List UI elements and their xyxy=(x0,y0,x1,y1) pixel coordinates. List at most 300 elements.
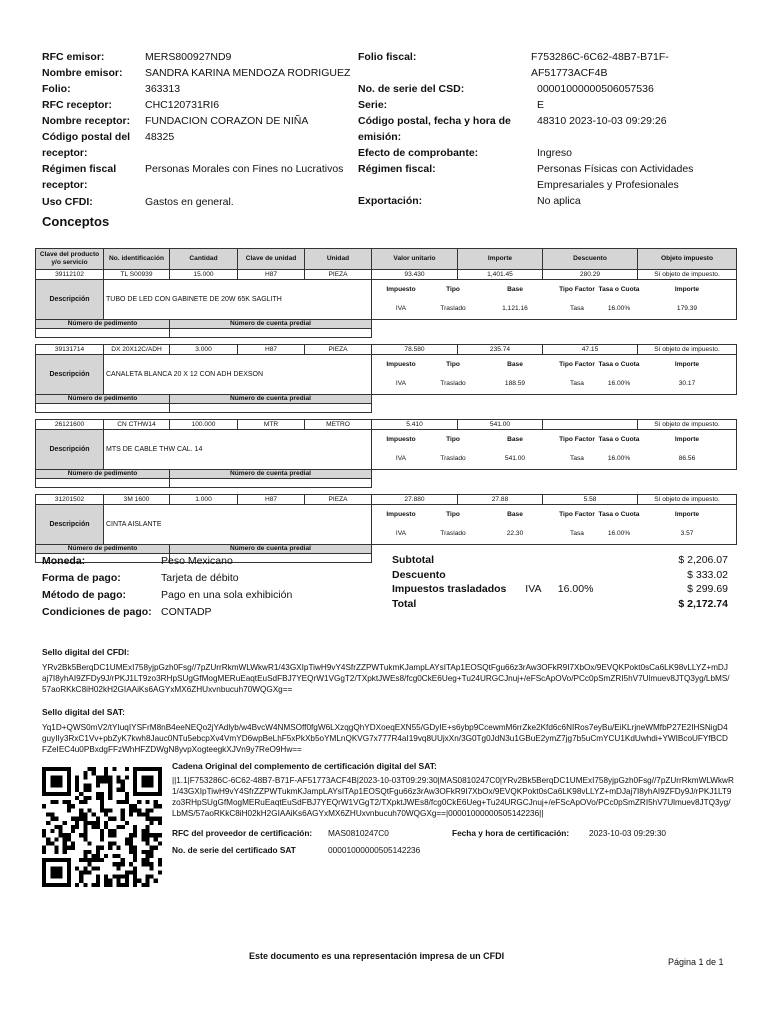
qr-module xyxy=(104,813,108,817)
tax-header-impuesto: Impuesto xyxy=(386,361,416,369)
exportacion-row xyxy=(358,193,738,209)
qr-module xyxy=(63,800,67,804)
qr-module xyxy=(133,883,137,887)
tax-tipo-factor: Tasa xyxy=(570,530,584,538)
qr-module xyxy=(75,817,79,821)
qr-module xyxy=(133,804,137,808)
description-label: Descripción xyxy=(36,355,104,395)
empty-cell xyxy=(372,470,737,479)
qr-module xyxy=(67,879,71,883)
qr-module xyxy=(125,883,129,887)
qr-module xyxy=(63,850,67,854)
cuenta-predial-label: Número de cuenta predial xyxy=(170,470,372,479)
qr-module xyxy=(133,767,137,771)
description-label: Descripción xyxy=(36,430,104,470)
column-header: Unidad xyxy=(305,249,372,270)
qr-module xyxy=(116,800,120,804)
item-cantidad: 3.000 xyxy=(170,345,238,355)
qr-module xyxy=(121,788,125,792)
qr-module xyxy=(116,879,120,883)
qr-module xyxy=(141,813,145,817)
qr-module xyxy=(67,846,71,850)
qr-module xyxy=(125,875,129,879)
qr-module xyxy=(133,779,137,783)
conceptos-title: Conceptos xyxy=(42,214,110,229)
qr-module xyxy=(141,833,145,837)
qr-module xyxy=(100,858,104,862)
qr-module xyxy=(150,854,154,858)
cadena-text: ||1.1|F753286C-6C62-48B7-B71F-AF51773ACF4B|2023-10-03T09:29:30|MAS0810247C0|YRv2Bk5BerqDC1UMExI758yjpGzh0Fsg//7pZUrrRkmWLWkwR1/43GXIpTiwH9vY4SfrZZPWTukmKJampLAYsITAp1EOSQtFgu66z3rAw3OFkR9I7XbOx/9EVQKPokt0sCa6LK98vLLYZ+mDJaj7I8yhAI9ZFDy9J/rPKJ1LT9zo3RHpSUgGfMogMERuEaqtEuSdFBJ7YEQrW1VGgT2/TXpktJWEs8/fcg0CkE6Ueg+Tu24URGCJnuj+/eFScApOVo/PCc0pSmZRI5hV7Ulmuev8JTQ3yg/LbMS/57aoRKkC8iH02kH2GIAAiKs6AGYxMX6ZHUxvnbucuh70WQGXg==|00001000000505142236|| xyxy=(172,776,734,818)
qr-module xyxy=(75,796,79,800)
qr-module xyxy=(116,788,120,792)
tax-impuesto: IVA xyxy=(395,455,407,463)
qr-module xyxy=(133,854,137,858)
qr-module xyxy=(79,817,83,821)
qr-module xyxy=(145,879,149,883)
qr-module xyxy=(46,767,50,771)
efecto-row xyxy=(358,145,738,161)
qr-module xyxy=(116,779,120,783)
qr-module xyxy=(96,792,100,796)
qr-module xyxy=(145,854,149,858)
qr-module xyxy=(158,788,162,792)
tax-tasa-cuota: 16.00% xyxy=(607,455,631,463)
qr-module xyxy=(54,870,58,874)
item-tax-grid xyxy=(372,506,736,544)
qr-module xyxy=(83,854,87,858)
qr-module xyxy=(59,775,63,779)
item-valor-unitario: 27.880 xyxy=(372,495,458,505)
tax-importe: 86.56 xyxy=(678,455,696,463)
qr-module xyxy=(96,846,100,850)
qr-module xyxy=(150,866,154,870)
qr-module xyxy=(121,858,125,862)
condiciones-pago-row xyxy=(42,604,342,621)
qr-module xyxy=(150,862,154,866)
qr-module xyxy=(125,841,129,845)
item-importe: 235.74 xyxy=(458,345,543,355)
qr-module xyxy=(88,788,92,792)
qr-module xyxy=(79,879,83,883)
tax-header-base: Base xyxy=(507,361,523,369)
qr-module xyxy=(158,775,162,779)
qr-module xyxy=(96,779,100,783)
qr-module xyxy=(83,850,87,854)
qr-module xyxy=(96,821,100,825)
qr-module xyxy=(88,870,92,874)
qr-module xyxy=(121,808,125,812)
qr-module xyxy=(145,883,149,887)
tax-header-importe: Importe xyxy=(674,361,700,369)
item-tax-cell xyxy=(372,280,737,320)
field-label: Código postal, fecha y hora de emisión: xyxy=(358,115,511,143)
qr-module xyxy=(145,841,149,845)
qr-module xyxy=(145,792,149,796)
qr-module xyxy=(100,796,104,800)
qr-module xyxy=(141,862,145,866)
qr-module xyxy=(145,850,149,854)
qr-module xyxy=(121,817,125,821)
qr-module xyxy=(158,771,162,775)
qr-module xyxy=(133,775,137,779)
item-valor-unitario: 5.410 xyxy=(372,420,458,430)
field-label: Régimen fiscal receptor: xyxy=(42,163,117,191)
pedimento-label: Número de pedimento xyxy=(36,395,170,404)
impuestos-label: Impuestos trasladados xyxy=(392,583,507,595)
qr-module xyxy=(108,788,112,792)
qr-module xyxy=(158,841,162,845)
qr-module xyxy=(67,858,71,862)
footer-text: Este documento es una representación impresa de un CFDI xyxy=(249,951,505,961)
pedimento-label: Número de pedimento xyxy=(36,470,170,479)
field-label: Régimen fiscal: xyxy=(358,163,436,175)
item-values-row xyxy=(36,420,737,430)
field-label: Exportación: xyxy=(358,195,423,207)
item-tax-cell xyxy=(372,355,737,395)
qr-module xyxy=(42,862,46,866)
totals-block xyxy=(392,553,728,611)
qr-module xyxy=(59,792,63,796)
tax-header-tipo: Tipo xyxy=(446,286,460,294)
qr-module xyxy=(50,767,54,771)
qr-module xyxy=(121,825,125,829)
qr-module xyxy=(92,813,96,817)
tax-header-tasa-cuota: Tasa o Cuota xyxy=(598,511,640,519)
qr-module xyxy=(88,841,92,845)
qr-module xyxy=(83,771,87,775)
qr-module xyxy=(133,825,137,829)
item-clave: 31201502 xyxy=(36,495,104,505)
qr-module xyxy=(54,775,58,779)
qr-module xyxy=(59,825,63,829)
qr-module xyxy=(50,813,54,817)
qr-module xyxy=(129,841,133,845)
cuenta-predial-value xyxy=(170,479,372,488)
item-description-row xyxy=(36,505,737,545)
qr-module xyxy=(54,817,58,821)
qr-module xyxy=(50,817,54,821)
qr-module xyxy=(71,829,75,833)
qr-module xyxy=(158,779,162,783)
qr-module xyxy=(96,875,100,879)
item-objeto: Sí objeto de impuesto. xyxy=(638,345,737,355)
qr-module xyxy=(100,837,104,841)
item-tax-cell xyxy=(372,430,737,470)
tax-header-tasa-cuota: Tasa o Cuota xyxy=(598,436,640,444)
impuestos-tipo: IVA xyxy=(525,583,541,595)
qr-module xyxy=(108,883,112,887)
qr-module xyxy=(133,870,137,874)
qr-module xyxy=(67,800,71,804)
qr-code-image xyxy=(42,767,162,887)
cuenta-predial-label: Número de cuenta predial xyxy=(170,395,372,404)
pedimento-value xyxy=(36,329,170,338)
qr-module xyxy=(158,870,162,874)
qr-module xyxy=(67,862,71,866)
qr-module xyxy=(63,858,67,862)
qr-module xyxy=(150,821,154,825)
item-importe: 1,401.45 xyxy=(458,270,543,280)
qr-module xyxy=(121,862,125,866)
qr-module xyxy=(67,875,71,879)
qr-module xyxy=(100,779,104,783)
qr-module xyxy=(71,804,75,808)
cuenta-predial-label: Número de cuenta predial xyxy=(170,545,372,554)
qr-module xyxy=(67,771,71,775)
field-value: 363313 xyxy=(145,83,181,95)
qr-module xyxy=(46,837,50,841)
qr-module xyxy=(54,800,58,804)
qr-module xyxy=(108,808,112,812)
qr-module xyxy=(133,879,137,883)
qr-module xyxy=(108,784,112,788)
qr-module xyxy=(79,792,83,796)
item-unidad: PIEZA xyxy=(305,495,372,505)
qr-module xyxy=(92,854,96,858)
qr-module xyxy=(150,875,154,879)
qr-module xyxy=(92,821,96,825)
certificacion-block xyxy=(172,825,732,859)
qr-module xyxy=(83,837,87,841)
qr-module xyxy=(50,870,54,874)
tax-header-base: Base xyxy=(507,436,523,444)
field-value: 2023-10-03 09:29:30 xyxy=(589,828,667,838)
item-importe: 541.00 xyxy=(458,420,543,430)
field-value: CONTADP xyxy=(161,606,212,618)
qr-module xyxy=(104,767,108,771)
pedimento-label: Número de pedimento xyxy=(36,320,170,329)
serie-row xyxy=(358,97,738,113)
qr-module xyxy=(59,833,63,837)
qr-module xyxy=(154,792,158,796)
qr-module xyxy=(88,858,92,862)
qr-module xyxy=(145,784,149,788)
qr-module xyxy=(112,841,116,845)
tax-tipo: Traslado xyxy=(440,305,466,313)
tax-importe: 179.39 xyxy=(676,305,698,313)
qr-module xyxy=(112,829,116,833)
qr-module xyxy=(150,846,154,850)
qr-module xyxy=(100,800,104,804)
item-no-id: TL S00939 xyxy=(104,270,170,280)
qr-module xyxy=(63,792,67,796)
qr-module xyxy=(54,866,58,870)
tax-tipo: Traslado xyxy=(440,455,466,463)
qr-module xyxy=(59,779,63,783)
qr-module xyxy=(158,858,162,862)
qr-module xyxy=(116,775,120,779)
qr-module xyxy=(88,767,92,771)
qr-module xyxy=(96,817,100,821)
qr-module xyxy=(112,875,116,879)
qr-module xyxy=(116,846,120,850)
qr-module xyxy=(54,784,58,788)
qr-module xyxy=(96,858,100,862)
qr-module xyxy=(50,883,54,887)
item-clave-unidad: H87 xyxy=(238,270,305,280)
qr-module xyxy=(75,775,79,779)
issuer-block xyxy=(42,49,352,210)
total-label: Total xyxy=(392,597,417,610)
qr-module xyxy=(129,804,133,808)
qr-module xyxy=(54,875,58,879)
qr-module xyxy=(71,846,75,850)
qr-module xyxy=(121,813,125,817)
regimen-receptor-row xyxy=(42,161,352,193)
qr-module xyxy=(67,833,71,837)
qr-module xyxy=(96,866,100,870)
sello-sat-text: Yq1D+QWS0mV2/tYIuqIYSFrM8nB4eeNEQo2jYAdlyb/w4BvcW4NMSOff0fgW6LXzqgQhYDXoeqEXN55/GDyIE+s6ybp9CcewmM6rrZke2Kfd6c6NIRos7eyBu/EiKLrjneWMfbP27E2IHSNigD4guyIIy3RxC1Vv+pbZyK7kwh8Jauc0NTu5ebcpXv4VmYD6wpBeLhF5xPkXb5oYMLnQKVG7x777R4aI19vq8UUjxXn/3G0Tg0JdN3u1GBuE2ymZ7jg7b5uCmYCU1KdUwhdi+YWIBcoUFYfBCDFZeIEC4u0PBxdgFFzWhHFZDWgN8yvpXogteegkXJVn9y7ReO9Hw== xyxy=(42,723,728,754)
tax-tipo: Traslado xyxy=(440,530,466,538)
qr-module xyxy=(96,879,100,883)
qr-module xyxy=(92,883,96,887)
qr-module xyxy=(104,883,108,887)
qr-module xyxy=(75,883,79,887)
qr-module xyxy=(125,767,129,771)
item-descuento: 5.58 xyxy=(543,495,638,505)
item-descuento: 47.15 xyxy=(543,345,638,355)
field-label: Condiciones de pago: xyxy=(42,606,152,618)
field-label: Folio: xyxy=(42,83,71,95)
tax-header-tasa-cuota: Tasa o Cuota xyxy=(598,286,640,294)
empty-cell xyxy=(372,395,737,404)
tax-tasa-cuota: 16.00% xyxy=(607,305,631,313)
item-valor-unitario: 78.580 xyxy=(372,345,458,355)
qr-module xyxy=(67,866,71,870)
qr-module xyxy=(42,875,46,879)
item-clave-unidad: H87 xyxy=(238,345,305,355)
qr-module xyxy=(112,817,116,821)
qr-module xyxy=(158,821,162,825)
tax-header-tipo-factor: Tipo Factor xyxy=(559,361,595,369)
tax-impuesto: IVA xyxy=(395,530,407,538)
item-values-row xyxy=(36,270,737,280)
qr-module xyxy=(63,841,67,845)
qr-module xyxy=(137,813,141,817)
qr-module xyxy=(59,858,63,862)
total-row xyxy=(392,597,728,612)
field-value: Personas Morales con Fines no Lucrativos xyxy=(145,163,344,175)
qr-module xyxy=(150,767,154,771)
qr-module xyxy=(108,841,112,845)
field-label: Moneda: xyxy=(42,555,86,567)
tax-tipo-factor: Tasa xyxy=(570,380,584,388)
pedimento-header-row xyxy=(36,320,737,329)
row-spacer xyxy=(36,338,737,345)
descuento-label: Descuento xyxy=(392,568,446,581)
qr-module xyxy=(100,775,104,779)
tax-header-tipo-factor: Tipo Factor xyxy=(559,286,595,294)
qr-module xyxy=(54,837,58,841)
qr-module xyxy=(108,779,112,783)
subtotal-row xyxy=(392,553,728,568)
qr-module xyxy=(75,866,79,870)
item-valor-unitario: 93.430 xyxy=(372,270,458,280)
field-label: No. de serie del CSD: xyxy=(358,83,465,95)
qr-module xyxy=(79,808,83,812)
no-serie-sat-row xyxy=(172,842,732,859)
pedimento-values-row xyxy=(36,329,737,338)
qr-module xyxy=(125,879,129,883)
qr-module xyxy=(42,879,46,883)
qr-module xyxy=(67,784,71,788)
qr-module xyxy=(145,825,149,829)
qr-module xyxy=(75,784,79,788)
qr-module xyxy=(46,821,50,825)
column-header: Clave del producto y/o servicio xyxy=(36,249,104,270)
field-value: SANDRA KARINA MENDOZA RODRIGUEZ xyxy=(145,67,351,79)
qr-module xyxy=(83,784,87,788)
qr-module xyxy=(100,808,104,812)
qr-module xyxy=(83,800,87,804)
tax-header-base: Base xyxy=(507,286,523,294)
field-label: Código postal del receptor: xyxy=(42,131,131,159)
qr-module xyxy=(129,837,133,841)
subtotal-value: $ 2,206.07 xyxy=(678,554,728,566)
qr-module xyxy=(133,846,137,850)
empty-cell xyxy=(372,479,737,488)
qr-module xyxy=(133,808,137,812)
qr-module xyxy=(108,829,112,833)
row-spacer xyxy=(36,413,737,420)
qr-module xyxy=(125,821,129,825)
qr-module xyxy=(150,792,154,796)
qr-module xyxy=(104,771,108,775)
qr-module xyxy=(79,833,83,837)
qr-module xyxy=(88,784,92,788)
column-header: Clave de unidad xyxy=(238,249,305,270)
qr-module xyxy=(145,808,149,812)
qr-module xyxy=(71,825,75,829)
tax-base: 1,121.16 xyxy=(502,305,528,313)
qr-module xyxy=(83,796,87,800)
tax-importe: 30.17 xyxy=(678,380,696,388)
nombre-emisor-row xyxy=(42,65,352,81)
total-value: $ 2,172.74 xyxy=(678,597,728,610)
qr-module xyxy=(42,792,46,796)
pedimento-header-row xyxy=(36,395,737,404)
field-label: RFC emisor: xyxy=(42,51,105,63)
qr-module xyxy=(54,767,58,771)
qr-module xyxy=(104,875,108,879)
qr-module xyxy=(92,767,96,771)
qr-module xyxy=(129,833,133,837)
emision-row xyxy=(358,113,738,145)
qr-module xyxy=(59,883,63,887)
item-description-row xyxy=(36,280,737,320)
qr-module xyxy=(121,784,125,788)
field-label: Uso CFDI: xyxy=(42,196,93,208)
qr-module xyxy=(150,784,154,788)
qr-module xyxy=(121,800,125,804)
qr-module xyxy=(79,875,83,879)
qr-module xyxy=(96,825,100,829)
qr-module xyxy=(83,775,87,779)
qr-module xyxy=(59,767,63,771)
field-label: Efecto de comprobante: xyxy=(358,147,479,159)
qr-module xyxy=(145,829,149,833)
qr-module xyxy=(71,817,75,821)
qr-module xyxy=(100,846,104,850)
impuestos-row xyxy=(392,582,728,597)
empty-cell xyxy=(372,404,737,413)
tax-header-base: Base xyxy=(507,511,523,519)
qr-module xyxy=(108,792,112,796)
qr-module xyxy=(129,862,133,866)
item-cantidad: 100.000 xyxy=(170,420,238,430)
qr-module xyxy=(133,833,137,837)
field-value: MERS800927ND9 xyxy=(145,51,232,63)
